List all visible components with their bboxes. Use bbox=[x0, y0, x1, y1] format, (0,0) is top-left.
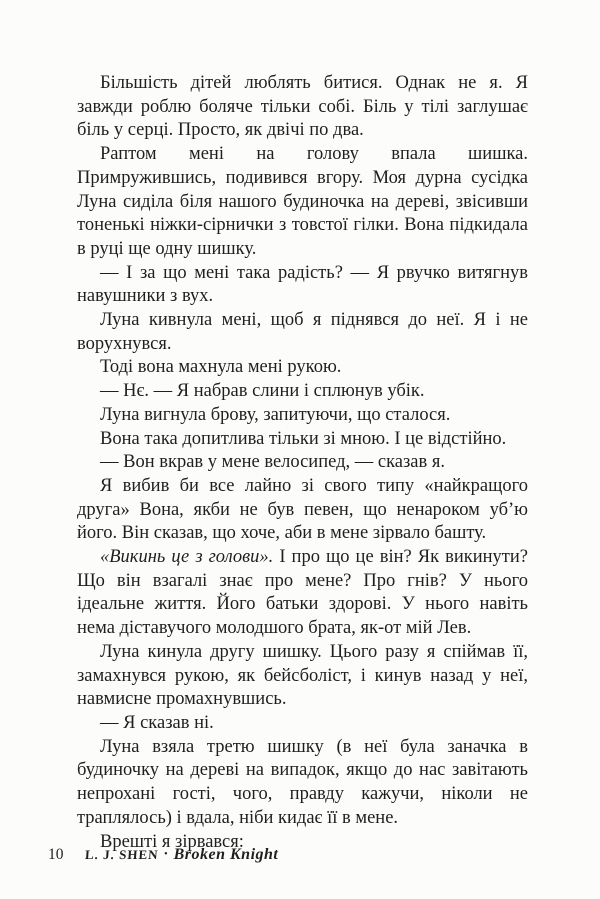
footer-author: L. J. SHEN bbox=[84, 847, 159, 862]
page-footer bbox=[48, 846, 278, 864]
footer-separator-icon: • bbox=[164, 849, 168, 860]
text-segment: Більшість дітей люблять битися. Однак не я. Я завжди роблю боляче тільки собі. Біль у тілі заглушає біль у серці. Просто, як двічі по два. bbox=[77, 73, 528, 141]
text-segment: І про що це він? Як викинути? Що він взагалі знає про мене? Про гнів? У нього ідеальне життя. Його батьки здорові. У нього навіть нема діставучого молодшого брата, як-от мій Лев. bbox=[77, 547, 528, 639]
text-segment: Врешті я зірвався: bbox=[100, 831, 244, 852]
text-segment: Луна кинула другу шишку. Цього разу я спіймав її, замахнувся рукою, як бейсболіст, і кинув назад у неї, навмисне промахнувшись. bbox=[77, 641, 528, 710]
text-segment: Луна кивнула мені, щоб я піднявся до неї. Я і не ворухнувся. bbox=[77, 310, 528, 354]
text-segment: Тоді вона махнула мені рукою. bbox=[100, 357, 342, 378]
text-segment: Луна вигнула брову, запитуючи, що сталося. bbox=[100, 404, 451, 425]
paragraph bbox=[77, 309, 528, 356]
paragraph bbox=[77, 546, 528, 641]
text-segment: — І за що мені така радість? — Я рвучко витягнув навушники з вух. bbox=[77, 262, 528, 307]
paragraph bbox=[77, 143, 528, 262]
paragraph bbox=[77, 451, 528, 475]
paragraph bbox=[77, 72, 528, 143]
running-head bbox=[85, 846, 279, 864]
paragraph bbox=[77, 712, 528, 736]
text-segment: — Я сказав ні. bbox=[100, 712, 214, 733]
text-segment: Луна взяла третю шишку (в неї була заначка в будиночку на дереві на випадок, якщо до нас завітають непрохані гості, чого, правду кажучи, ніколи не траплялось) і вдала, ніби кидає її в мене. bbox=[77, 736, 528, 828]
footer-book-title: Broken Knight bbox=[173, 846, 279, 863]
paragraph bbox=[77, 428, 528, 452]
text-segment: Раптом мені на голову впала шишка. Примружившись, подивився вгору. Моя дурна сусідка Луна сиділа біля нашого будиночка на дереві, звісивши тоненькі ніжки-сірнички з товстої гілки. Вона підкидала в руці ще одну шишку. bbox=[77, 144, 528, 259]
text-segment: Вона така допитлива тільки зі мною. І це відстійно. bbox=[100, 428, 507, 449]
page-text bbox=[77, 72, 528, 854]
paragraph bbox=[77, 356, 528, 380]
text-segment: — Вон вкрав у мене велосипед, — сказав я. bbox=[100, 452, 446, 473]
paragraph bbox=[77, 641, 528, 712]
text-segment: Я вибив би все лайно зі свого типу «найкращого друга» Вона, якби не був певен, що ненароком уб’ю його. Він сказав, що хоче, аби в мене зірвало башту. bbox=[77, 475, 528, 544]
text-segment: — Нє. — Я набрав слини і сплюнув убік. bbox=[100, 381, 425, 402]
paragraph bbox=[77, 736, 528, 831]
paragraph bbox=[77, 262, 528, 309]
page-number: 10 bbox=[48, 846, 64, 863]
paragraph bbox=[77, 475, 528, 546]
paragraph bbox=[77, 380, 528, 404]
paragraph bbox=[77, 404, 528, 428]
italic-text-segment: «Викинь це з голови». bbox=[100, 547, 274, 568]
